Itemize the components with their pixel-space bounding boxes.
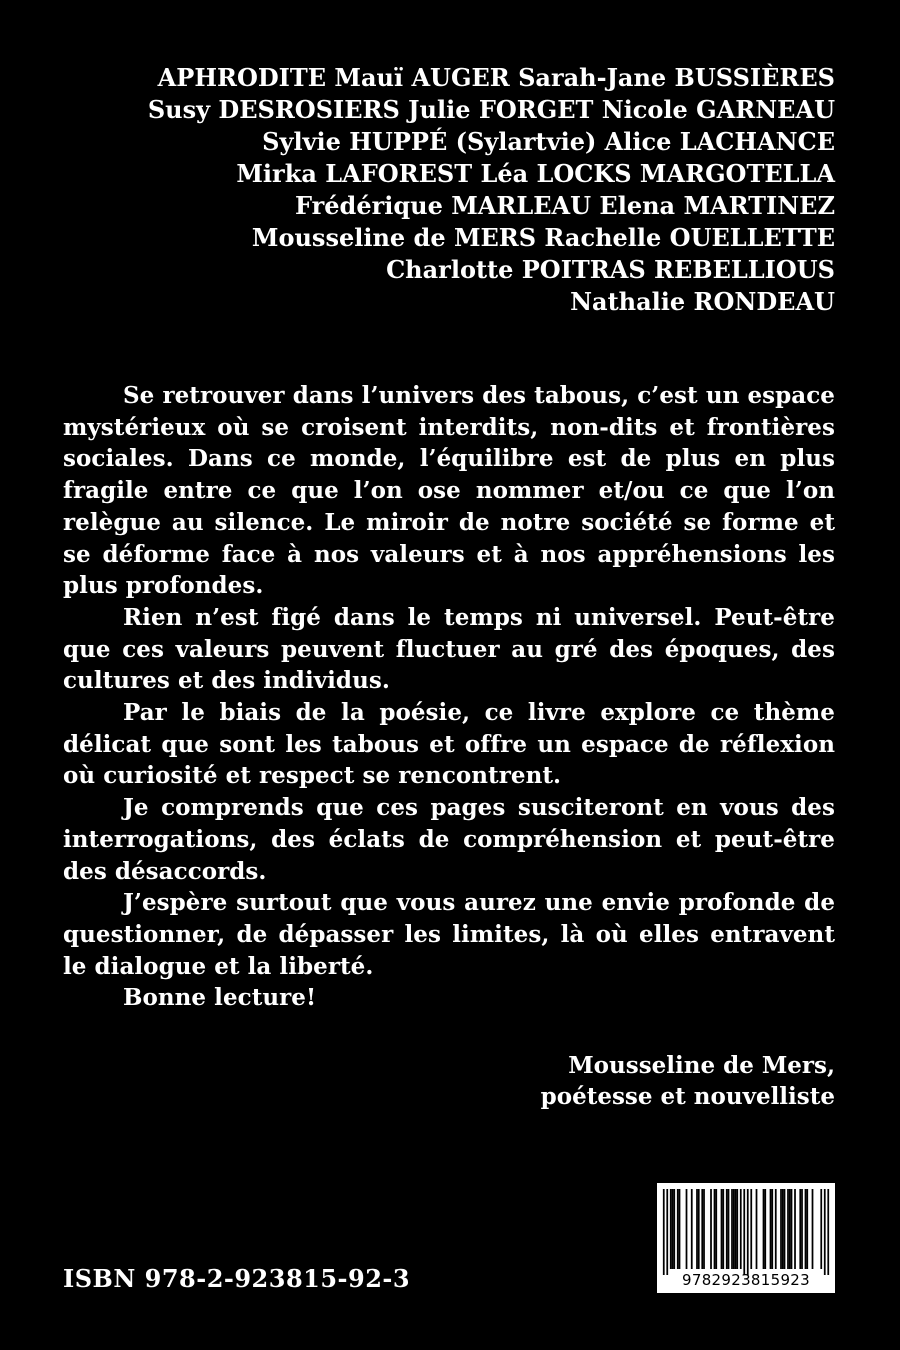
barcode-bar: [827, 1189, 829, 1275]
barcode-bar: [784, 1189, 786, 1269]
barcode-bar: [701, 1189, 703, 1269]
barcode-bar: [805, 1189, 807, 1269]
barcode-bar: [770, 1189, 772, 1269]
barcode-bar: [703, 1189, 705, 1269]
barcode-digits: 9782923815923: [682, 1271, 810, 1289]
signature: [400, 1050, 835, 1112]
back-cover-blurb: [63, 380, 835, 1014]
barcode-bar: [794, 1189, 796, 1269]
barcode-bar: [787, 1189, 789, 1269]
barcode-bar: [721, 1189, 723, 1269]
author-line: Mousseline de MERS Rachelle OUELLETTE: [251, 223, 835, 252]
blurb-paragraph: Par le biais de la poésie, ce livre explore ce thème délicat que sont les tabous et offre un espace de réflexion où curiosité et respect se rencontrent.: [63, 699, 835, 790]
blurb-paragraph: Se retrouver dans l’univers des tabous, c’est un espace mystérieux où se croisent interdits, non-dits et frontières sociales. Dans ce monde, l’équilibre est de plus en plus fragile entre ce que l’on ose nommer et/ou ce que l’on relègue au silence. Le miroir de notre société se forme et se déforme face à nos valeurs et à nos appréhensions les plus profondes.: [63, 382, 835, 600]
author-line: Sylvie HUPPÉ (Sylartvie) Alice LACHANCE: [262, 127, 835, 156]
signature-name: Mousseline de Mers,: [568, 1052, 835, 1079]
barcode-bar: [715, 1189, 717, 1269]
barcode-bar: [824, 1189, 826, 1275]
barcode-bar: [740, 1189, 742, 1269]
barcode-bar: [710, 1189, 712, 1269]
barcode-bar: [672, 1189, 674, 1269]
barcode-bar: [726, 1189, 728, 1269]
barcode-bar: [691, 1189, 693, 1269]
blurb-paragraph: Rien n’est figé dans le temps ni universel. Peut-être que ces valeurs peuvent fluctuer au gré des époques, des cultures et des individus.: [63, 603, 835, 695]
barcode-bar: [733, 1189, 735, 1269]
barcode-bar: [743, 1189, 745, 1275]
barcode-bar: [714, 1189, 716, 1269]
barcode-bar: [722, 1189, 724, 1269]
isbn-label: ISBN 978-2-923815-92-3: [63, 1264, 411, 1293]
signature-role: poétesse et nouvelliste: [540, 1083, 835, 1110]
barcode-bar: [775, 1189, 777, 1269]
barcode-bar: [801, 1189, 803, 1269]
author-line: Frédérique MARLEAU Elena MARTINEZ: [295, 191, 835, 220]
barcode-bar: [799, 1189, 801, 1269]
barcode-bar: [820, 1189, 822, 1269]
author-line: APHRODITE Mauï AUGER Sarah-Jane BUSSIÈRES: [157, 63, 835, 92]
author-line: Mirka LAFOREST Léa LOCKS MARGOTELLA: [236, 159, 835, 188]
barcode-bar: [763, 1189, 765, 1269]
barcode-bar: [747, 1189, 749, 1275]
barcode-bar: [735, 1189, 737, 1269]
barcode-bar: [791, 1189, 793, 1269]
barcode-bar: [677, 1189, 679, 1269]
barcode-bar: [696, 1189, 698, 1269]
barcode-bar: [679, 1189, 681, 1269]
author-line: Nathalie RONDEAU: [570, 287, 835, 316]
barcode-bar: [789, 1189, 791, 1269]
author-line: Charlotte POITRAS REBELLIOUS: [386, 255, 835, 284]
barcode: [657, 1183, 835, 1293]
barcode-bar: [780, 1189, 782, 1269]
barcode-bar: [673, 1189, 675, 1269]
barcode-bar: [728, 1189, 730, 1269]
barcode-bar: [686, 1189, 688, 1269]
barcode-bar: [736, 1189, 738, 1269]
barcode-bar: [731, 1189, 733, 1269]
barcode-bar: [782, 1189, 784, 1269]
barcode-bar: [771, 1189, 773, 1269]
barcode-bar: [663, 1189, 665, 1275]
barcode-bar: [806, 1189, 808, 1269]
blurb-paragraph: Je comprends que ces pages susciteront en vous des interrogations, des éclats de compréhension et peut-être des désaccords.: [63, 794, 835, 885]
barcode-bar: [812, 1189, 814, 1269]
blurb-paragraph: Bonne lecture!: [123, 984, 317, 1012]
barcode-bar: [764, 1189, 766, 1269]
barcode-bar: [698, 1189, 700, 1269]
barcode-bar: [666, 1189, 668, 1275]
barcode-bar: [750, 1189, 752, 1269]
blurb-paragraph: J’espère surtout que vous aurez une envie profonde de questionner, de dépasser les limites, là où elles entravent le dialogue et la liberté.: [63, 889, 835, 980]
author-line: Susy DESROSIERS Julie FORGET Nicole GARNEAU: [147, 95, 835, 124]
author-list: [60, 62, 835, 318]
barcode-bar: [756, 1189, 758, 1269]
barcode-bar: [670, 1189, 672, 1269]
